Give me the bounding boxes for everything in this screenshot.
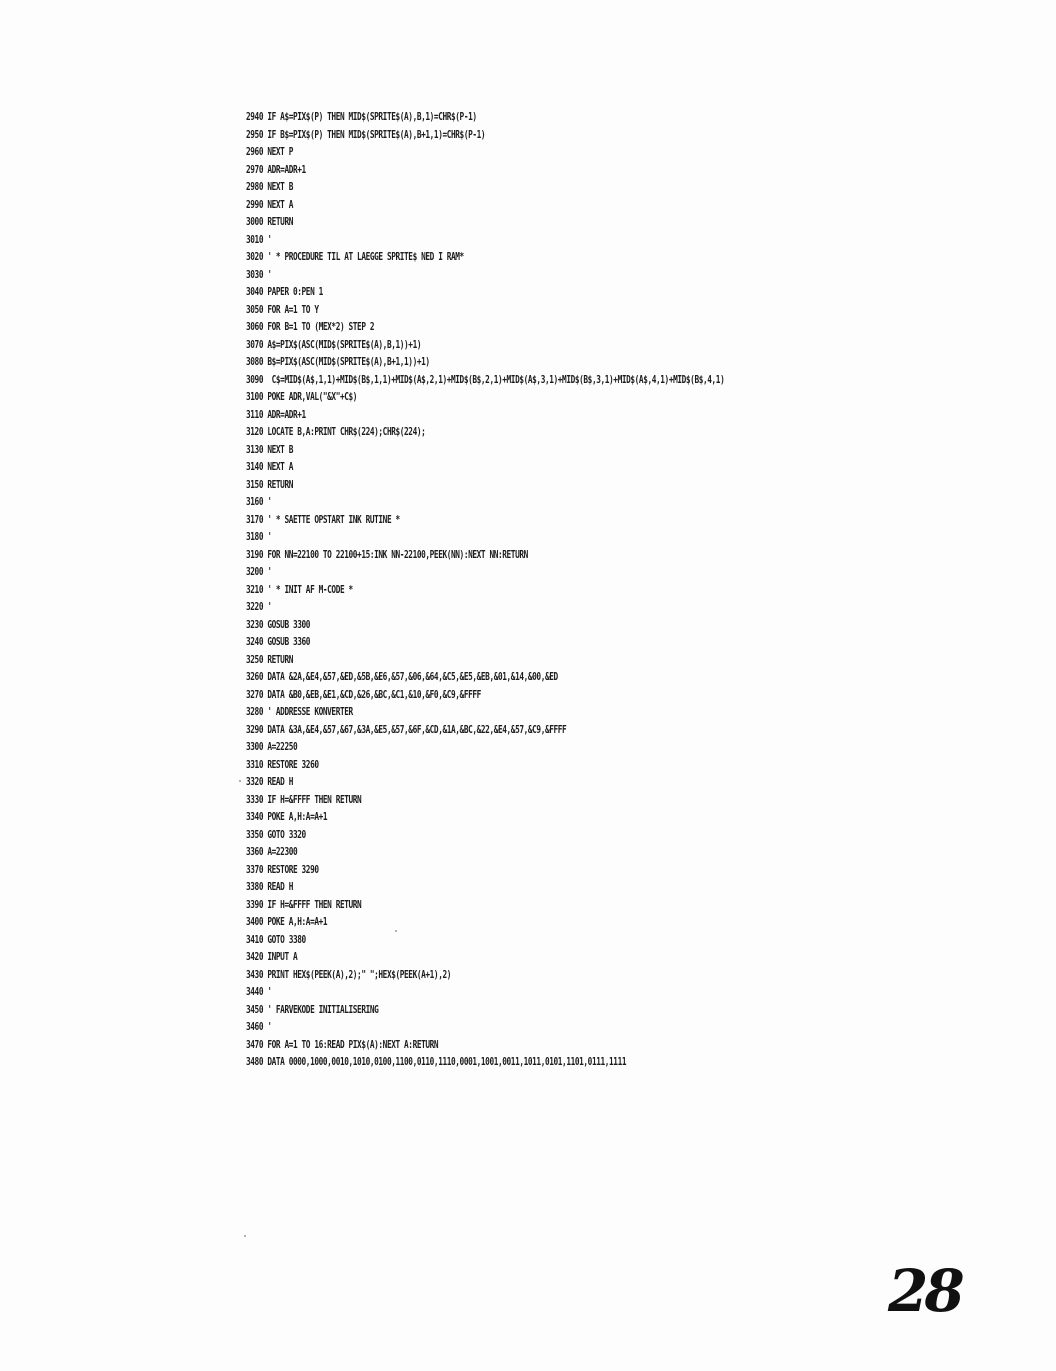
code-line: 3180 '	[246, 531, 272, 543]
code-line: 3270 DATA &B0,&EB,&E1,&CD,&26,&BC,&C1,&10,&F0,&C9,&FFFF	[246, 688, 481, 701]
code-line: 3100 POKE ADR,VAL("&X"+C$)	[246, 391, 358, 403]
code-line: 3280 ' ADDRESSE KONVERTER	[246, 706, 353, 718]
code-line: 3350 GOTO 3320	[246, 828, 306, 841]
code-line: 3220 '	[246, 601, 272, 613]
code-line: 3230 GOSUB 3300	[246, 618, 311, 631]
code-line: 3090 C$=MID$(A$,1,1)+MID$(B$,1,1)+MID$(A$,2,1)+MID$(B$,2,1)+MID$(A$,3,1)+MID$(B$,3,1)+MID$(A$,4,1)+MID$(B$,4,1)	[246, 373, 725, 386]
code-line: 2970 ADR=ADR+1	[246, 163, 306, 176]
code-line: 2940 IF A$=PIX$(P) THEN MID$(SPRITE$(A),B,1)=CHR$(P-1)	[246, 111, 477, 123]
code-line: 3480 DATA 0000,1000,0010,1010,0100,1100,0110,1110,0001,1001,0011,1011,0101,1101,0111,1111	[246, 1056, 627, 1068]
code-line: 3420 INPUT A	[246, 951, 298, 963]
code-line: 3410 GOTO 3380	[246, 933, 306, 946]
code-line: 3000 RETURN	[246, 216, 293, 228]
code-line: 3290 DATA &3A,&E4,&57,&67,&3A,&E5,&57,&6F,&CD,&1A,&BC,&22,&E4,&57,&C9,&FFFF	[246, 723, 567, 736]
code-line: 3470 FOR A=1 TO 16:READ PIX$(A):NEXT A:RETURN	[246, 1038, 439, 1051]
scan-speck	[395, 930, 397, 932]
code-line: 2990 NEXT A	[246, 198, 293, 211]
basic-program-listing	[246, 109, 1006, 1072]
code-line: 3200 '	[246, 566, 272, 578]
scan-speck	[244, 1235, 246, 1237]
code-line: 3250 RETURN	[246, 653, 293, 666]
page-number: 28	[888, 1257, 961, 1325]
code-line: 3140 NEXT A	[246, 461, 293, 473]
scan-speck	[239, 780, 241, 782]
code-line: 3400 POKE A,H:A=A+1	[246, 916, 328, 928]
code-line: 3010 '	[246, 233, 272, 246]
code-line: 3210 ' * INIT AF M-CODE *	[246, 583, 353, 596]
code-line: 3240 GOSUB 3360	[246, 636, 311, 648]
code-line: 3450 ' FARVEKODE INITIALISERING	[246, 1003, 379, 1016]
code-line: 3440 '	[246, 986, 272, 998]
code-line: 2960 NEXT P	[246, 146, 293, 158]
code-line: 3050 FOR A=1 TO Y	[246, 303, 319, 316]
code-line: 3430 PRINT HEX$(PEEK(A),2);" ";HEX$(PEEK(A+1),2)	[246, 968, 452, 981]
code-line: 3080 B$=PIX$(ASC(MID$(SPRITE$(A),B+1,1))+1)	[246, 356, 430, 368]
code-line: 3130 NEXT B	[246, 443, 293, 456]
code-line: 3310 RESTORE 3260	[246, 758, 319, 771]
code-line: 3120 LOCATE B,A:PRINT CHR$(224);CHR$(224);	[246, 426, 426, 438]
code-line: 3380 READ H	[246, 881, 293, 893]
code-line: 3300 A=22250	[246, 741, 298, 753]
code-line: 3150 RETURN	[246, 478, 293, 491]
code-line: 3460 '	[246, 1021, 272, 1033]
code-line: 3170 ' * SAETTE OPSTART INK RUTINE *	[246, 513, 400, 526]
code-line: 3360 A=22300	[246, 846, 298, 858]
code-line: 3390 IF H=&FFFF THEN RETURN	[246, 898, 362, 911]
code-line: 3340 POKE A,H:A=A+1	[246, 811, 328, 823]
code-line: 3160 '	[246, 496, 272, 508]
code-line: 3070 A$=PIX$(ASC(MID$(SPRITE$(A),B,1))+1)	[246, 338, 422, 351]
code-line: 3320 READ H	[246, 776, 293, 788]
code-line: 3060 FOR B=1 TO (MEX*2) STEP 2	[246, 321, 375, 333]
code-line: 2980 NEXT B	[246, 181, 293, 193]
code-line: 2950 IF B$=PIX$(P) THEN MID$(SPRITE$(A),B+1,1)=CHR$(P-1)	[246, 128, 486, 141]
code-line: 3260 DATA &2A,&E4,&57,&ED,&5B,&E6,&57,&06,&64,&C5,&E5,&EB,&01,&14,&00,&ED	[246, 671, 558, 683]
code-line: 3190 FOR NN=22100 TO 22100+15:INK NN-22100,PEEK(NN):NEXT NN:RETURN	[246, 548, 528, 561]
code-line: 3330 IF H=&FFFF THEN RETURN	[246, 793, 362, 806]
code-line: 3020 ' * PROCEDURE TIL AT LAEGGE SPRITE$ NED I RAM*	[246, 251, 464, 263]
code-line: 3040 PAPER 0:PEN 1	[246, 286, 323, 298]
code-line: 3370 RESTORE 3290	[246, 863, 319, 876]
code-line: 3110 ADR=ADR+1	[246, 408, 306, 421]
code-line: 3030 '	[246, 268, 272, 281]
